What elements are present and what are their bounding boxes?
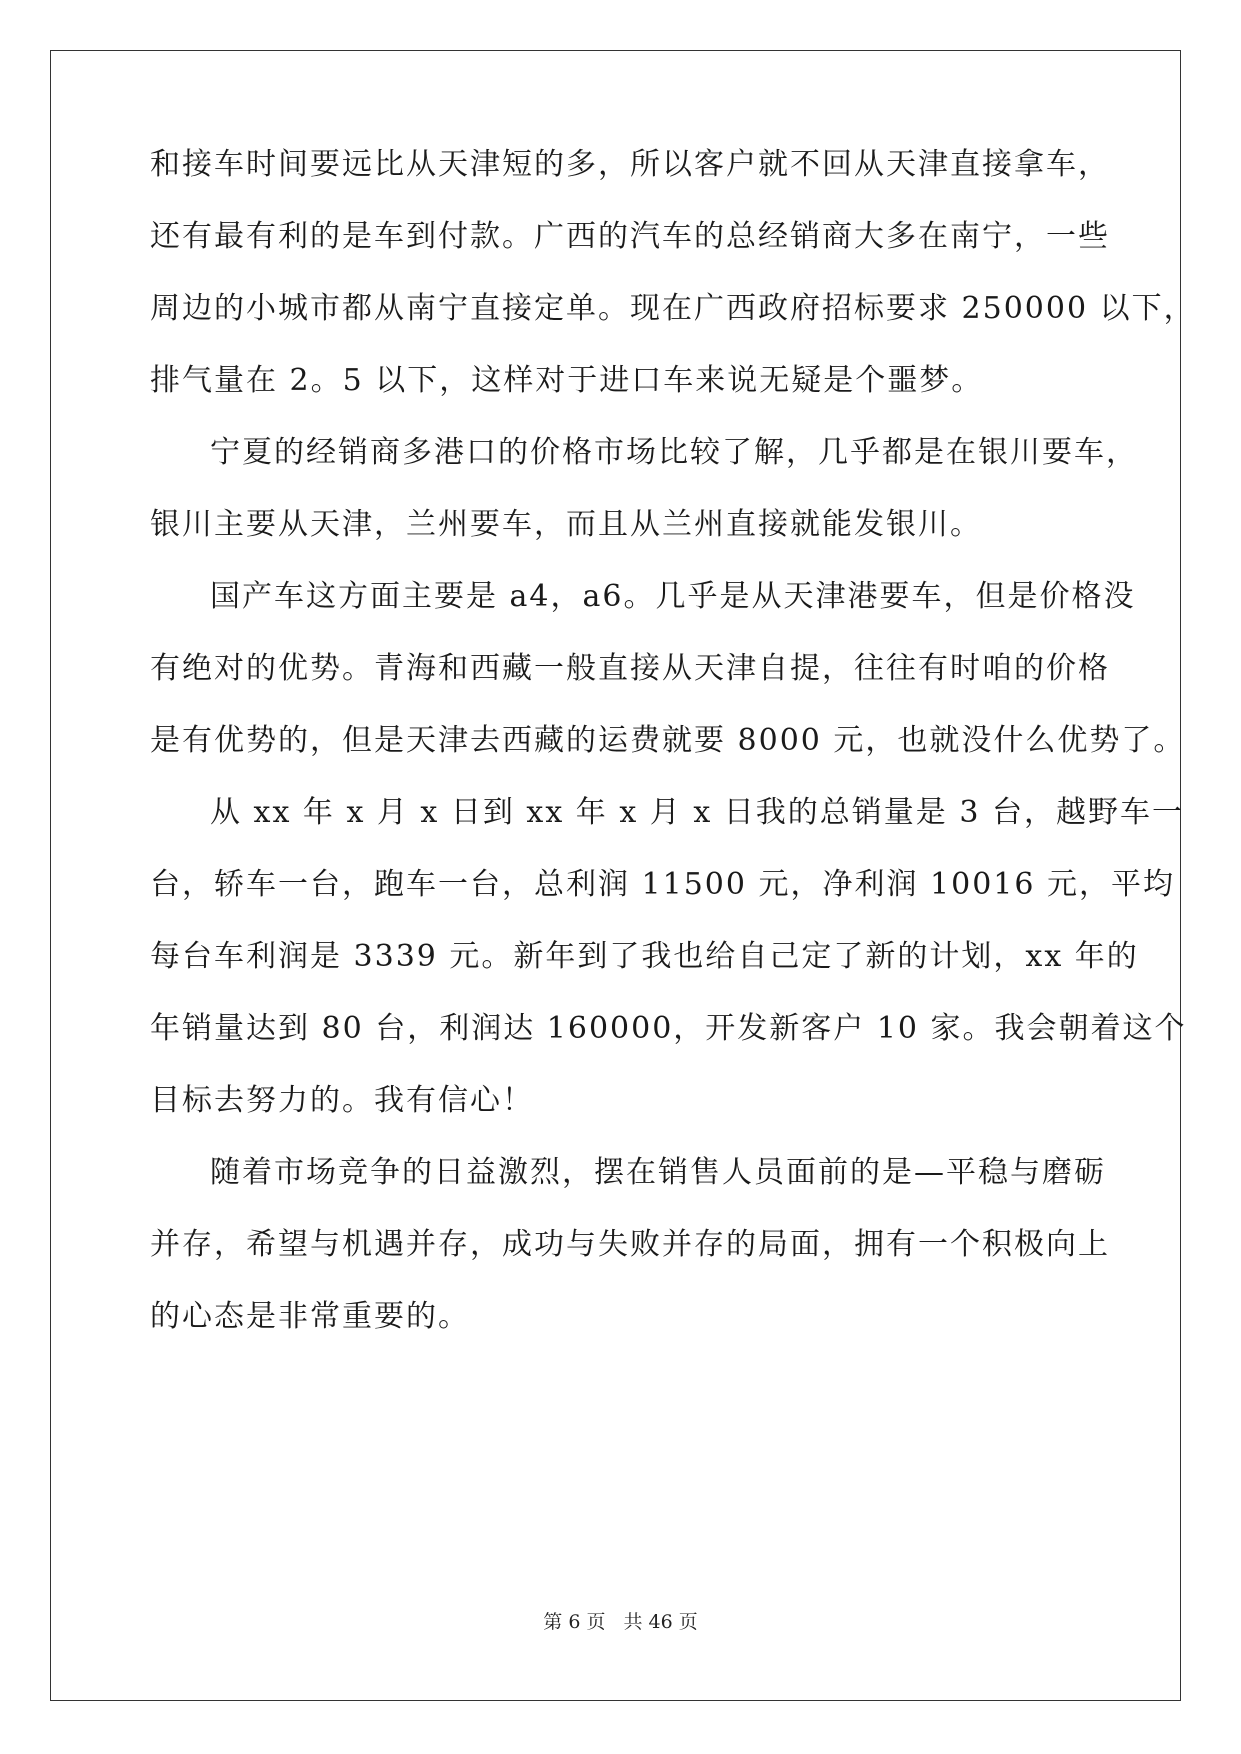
text-line: 国产车这方面主要是 a4，a6。几乎是从天津港要车，但是价格没 (210, 579, 1136, 614)
page-number-current: 第 6 页 (543, 1611, 606, 1633)
text-line: 银川主要从天津，兰州要车，而且从兰州直接就能发银川。 (150, 507, 982, 542)
text-line: 随着市场竞争的日益激烈，摆在销售人员面前的是—平稳与磨砺 (210, 1155, 1106, 1190)
text-line: 还有最有利的是车到付款。广西的汽车的总经销商大多在南宁，一些 (150, 219, 1110, 254)
text-line: 从 xx 年 x 月 x 日到 xx 年 x 月 x 日我的总销量是 3 台，越野车一 (210, 795, 1184, 830)
page-footer (0, 1610, 1241, 1634)
text-line: 年销量达到 80 台，利润达 160000，开发新客户 10 家。我会朝着这个 (150, 1011, 1187, 1046)
text-line: 台，轿车一台，跑车一台，总利润 11500 元，净利润 10016 元，平均 (150, 867, 1176, 902)
text-line: 宁夏的经销商多港口的价格市场比较了解，几乎都是在银川要车， (210, 435, 1138, 470)
text-line: 排气量在 2。5 以下，这样对于进口车来说无疑是个噩梦。 (150, 363, 984, 398)
text-line: 是有优势的，但是天津去西藏的运费就要 8000 元，也就没什么优势了。 (150, 723, 1186, 758)
text-line: 有绝对的优势。青海和西藏一般直接从天津自提，往往有时咱的价格 (150, 651, 1110, 686)
text-line: 每台车利润是 3339 元。新年到了我也给自己定了新的计划，xx 年的 (150, 939, 1139, 974)
page-number-total: 共 46 页 (623, 1611, 698, 1633)
text-line: 并存，希望与机遇并存，成功与失败并存的局面，拥有一个积极向上 (150, 1227, 1110, 1262)
text-line: 和接车时间要远比从天津短的多，所以客户就不回从天津直接拿车， (150, 147, 1110, 182)
text-line: 周边的小城市都从南宁直接定单。现在广西政府招标要求 250000 以下， (150, 291, 1196, 326)
text-line: 的心态是非常重要的。 (150, 1299, 470, 1334)
text-line: 目标去努力的。我有信心！ (150, 1083, 534, 1118)
